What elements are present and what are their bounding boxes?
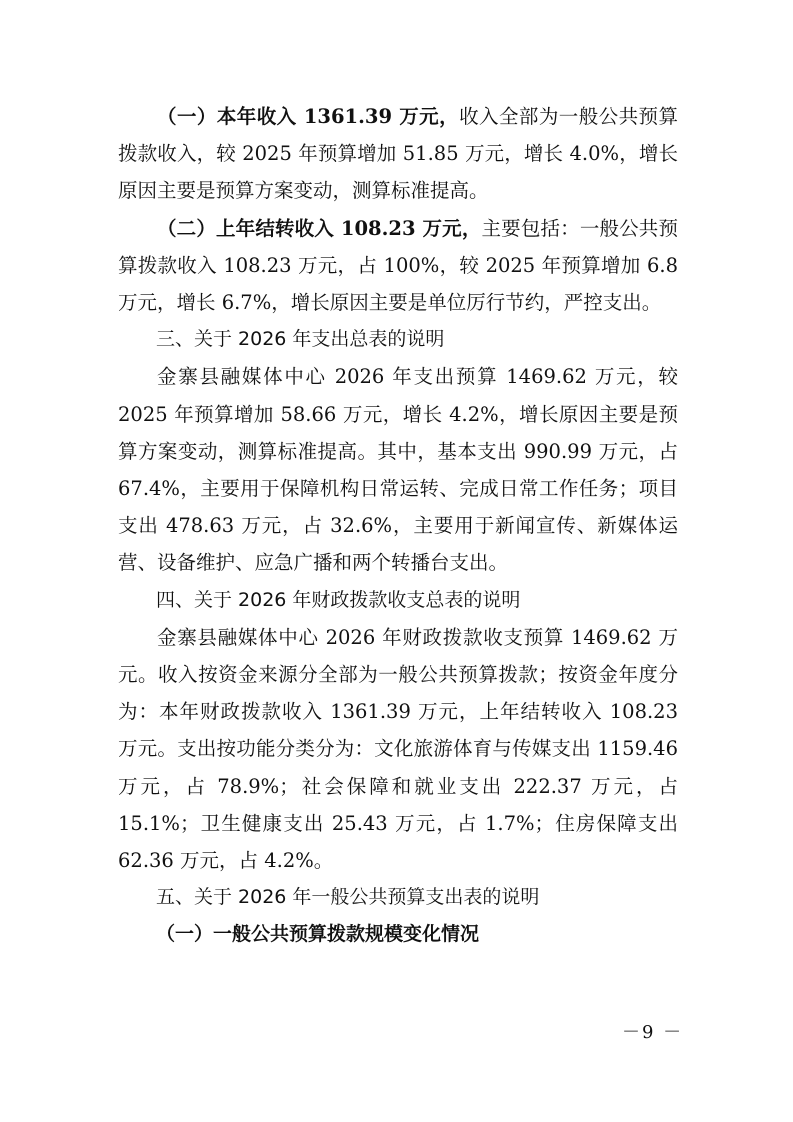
paragraph-lead-bold: （二）上年结转收入 108.23 万元， (157, 216, 482, 240)
paragraph-current-year-income (118, 98, 678, 210)
section-heading-general-public-budget: 五、关于 2026 年一般公共预算支出表的说明 (156, 886, 540, 909)
document-body (118, 98, 678, 954)
section-heading-expenditure-summary: 三、关于 2026 年支出总表的说明 (156, 328, 445, 351)
paragraph-text: 主要包括：一般公共预算拨款收入 108.23 万元，占 100%，较 2025 年预算增加 6.8 万元，增长 6.7%，增长原因主要是单位厉行节约，严控支出。 (118, 216, 678, 315)
paragraph-text: 收入全部为一般公共预算拨款收入，较 2025 年预算增加 51.85 万元，增长 4.0%，增长原因主要是预算方案变动，测算标准提高。 (118, 105, 678, 203)
paragraph-fiscal-appropriation: 金寨县融媒体中心 2026 年财政拨款收支预算 1469.62 万元。收入按资金来源分全部为一般公共预算拨款；按资金年度分为：本年财政拨款收入 1361.39 万元，上年结转收入 108.23 万元。支出按功能分类分为：文化旅游体育与传媒支出 1159.46 万元，占 78.9%；社会保障和就业支出 222.37 万元，占 15.1%；卫生健康支出 25.43 万元，占 1.7%；住房保障支出 62.36 万元，占 4.2%。 (118, 625, 678, 873)
paragraph-lead-bold: （一）本年收入 1361.39 万元， (157, 105, 460, 128)
section-heading-fiscal-appropriation: 四、关于 2026 年财政拨款收支总表的说明 (156, 588, 521, 611)
page-number: －9 － (622, 1022, 684, 1043)
subsection-heading-budget-scale: （一）一般公共预算拨款规模变化情况 (156, 923, 480, 946)
paragraph-expenditure-summary: 金寨县融媒体中心 2026 年支出预算 1469.62 万元，较 2025 年预算增加 58.66 万元，增长 4.2%，增长原因主要是预算方案变动，测算标准提高。其中，基本支出 990.99 万元，占 67.4%，主要用于保障机构日常运转、完成日常工作任务；项目支出 478.63 万元，占 32.6%，主要用于新闻宣传、新媒体运营、设备维护、应急广播和两个转播台支出。 (118, 365, 678, 575)
paragraph-carryover-income (118, 210, 678, 322)
